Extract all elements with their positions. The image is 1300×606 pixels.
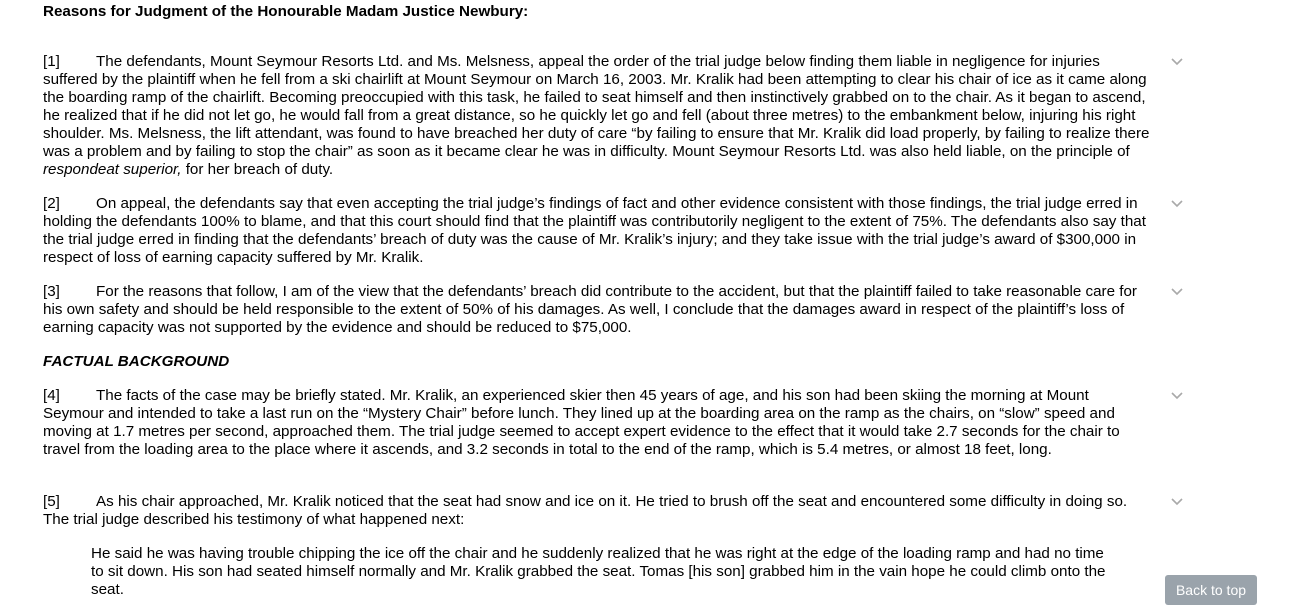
paragraph-3 <box>43 283 1153 337</box>
paragraph-text: For the reasons that follow, I am of the view that the defendants’ breach did contribute to the accident, but that the plaintiff failed to take reasonable care for his own safety and should be held responsible to the extent of 50% of his damages. As well, I conclude that the damages award in respect of the plaintiff’s loss of earning capacity was not supported by the evidence and should be reduced to $75,000. <box>43 283 1137 336</box>
section-heading: FACTUAL BACKGROUND <box>43 353 230 370</box>
chevron-down-icon[interactable] <box>1170 494 1184 508</box>
paragraph-text: The defendants, Mount Seymour Resorts Ltd. and Ms. Melsness, appeal the order of the trial judge below finding them liable in negligence for injuries suffered by the plaintiff when he fell from a ski chairlift at Mount Seymour on March 16, 2003. Mr. Kralik had been attempting to clear his chair of ice as it came along the boarding ramp of the chairlift. Becoming preoccupied with this task, he failed to seat himself and then instinctively grabbed on to the chair. As it began to ascend, he realized that if he did not let go, he would fall from a great distance, so he quickly let go and fell (about three metres) to the embankment below, injuring his right shoulder. Ms. Melsness, the lift attendant, was found to have breached her duty of care “by failing to ensure that Mr. Kralik did load properly, by failing to realize there was a problem and by failing to stop the chair” as soon as it became clear he was in difficulty. Mount Seymour Resorts Ltd. was also held liable, on the principle of <box>43 53 1150 160</box>
chevron-down-icon[interactable] <box>1170 54 1184 68</box>
chevron-down-icon[interactable] <box>1170 284 1184 298</box>
paragraph-text: As his chair approached, Mr. Kralik noticed that the seat had snow and ice on it. He tried to brush off the seat and encountered some difficulty in doing so. The trial judge described his testimony of what happened next: <box>43 493 1128 528</box>
paragraph-number: [2] <box>43 195 60 212</box>
paragraph-number: [5] <box>43 493 60 510</box>
paragraph-1 <box>43 53 1153 179</box>
paragraph-2 <box>43 195 1153 267</box>
paragraph-number: [4] <box>43 387 60 404</box>
paragraph-number: [1] <box>43 53 60 70</box>
block-quote: He said he was having trouble chipping the ice off the chair and he suddenly realized that he was right at the edge of the loading ramp and had no time to sit down. His son had seated himself normally and Mr. Kralik grabbed the seat. Tomas [his son] grabbed him in the vain hope he could climb onto the seat. <box>91 545 1106 598</box>
paragraph-number: [3] <box>43 283 60 300</box>
paragraph-text-end: for her breach of duty. <box>181 161 334 178</box>
paragraph-italic-term: respondeat superior, <box>43 161 182 178</box>
chevron-down-icon[interactable] <box>1170 196 1184 210</box>
paragraph-4 <box>43 387 1153 459</box>
page-heading: Reasons for Judgment of the Honourable Madam Justice Newbury: <box>43 3 529 20</box>
paragraph-text: On appeal, the defendants say that even accepting the trial judge’s findings of fact and other evidence consistent with those findings, the trial judge erred in holding the defendants 100% to blame, and that this court should find that the plaintiff was contributorily negligent to the extent of 75%. The defendants also say that the trial judge erred in finding that the defendants’ breach of duty was the cause of Mr. Kralik’s injury; and they take issue with the trial judge’s award of $300,000 in respect of loss of earning capacity suffered by Mr. Kralik. <box>43 195 1146 266</box>
paragraph-5 <box>43 493 1153 529</box>
paragraph-text: The facts of the case may be briefly stated. Mr. Kralik, an experienced skier then 45 years of age, and his son had been skiing the morning at Mount Seymour and intended to take a last run on the “Mystery Chair” before lunch. They lined up at the boarding area on the ramp as the chairs, on “slow” speed and moving at 1.7 metres per second, approached them. The trial judge seemed to accept expert evidence to the effect that it would take 2.7 seconds for the chair to travel from the loading area to the place where it ascends, and 3.2 seconds in total to the end of the ramp, which is 5.4 metres, or almost 18 feet, long. <box>43 387 1120 458</box>
back-to-top-button[interactable]: Back to top <box>1165 575 1257 605</box>
chevron-down-icon[interactable] <box>1170 388 1184 402</box>
